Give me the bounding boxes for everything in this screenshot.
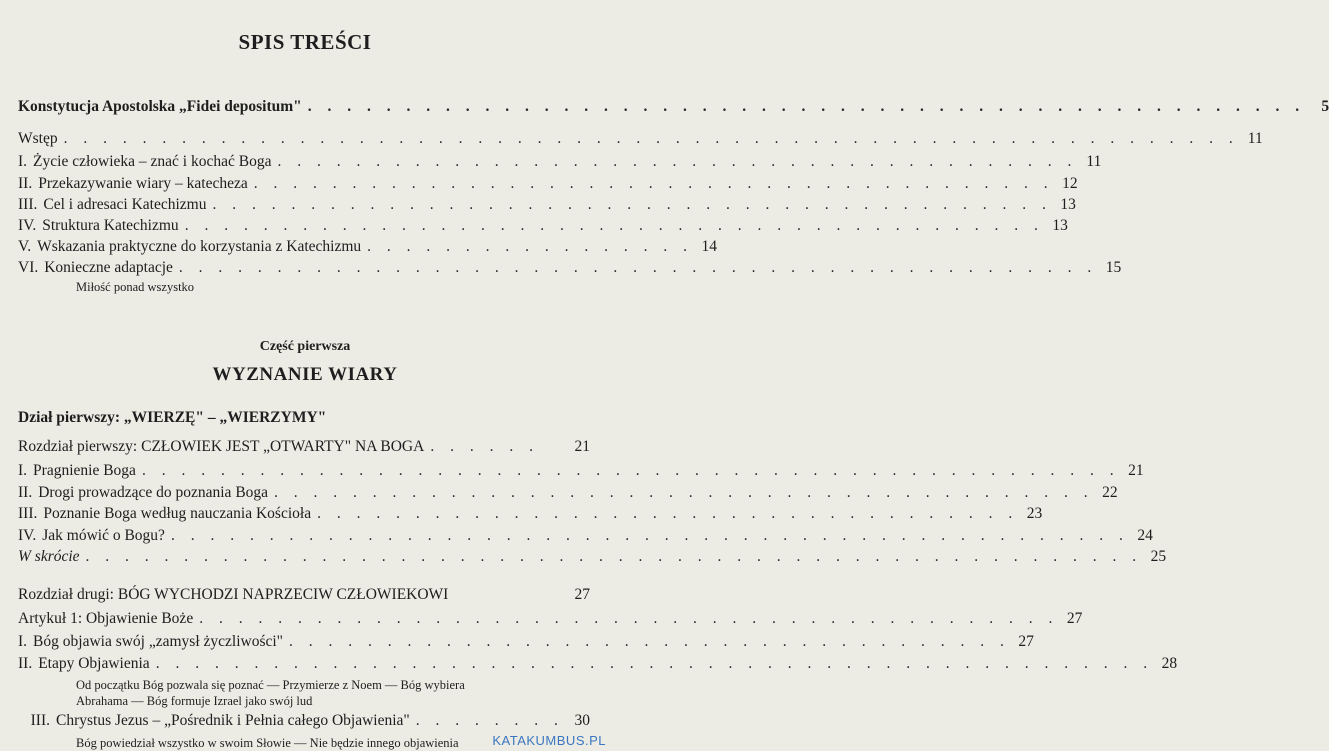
toc-entry-art1-3	[18, 712, 590, 730]
toc-entry-intro-5	[18, 238, 718, 256]
section-text: Dział pierwszy: „WIERZĘ" – „WIERZYMY"	[18, 409, 327, 426]
entry-page: 12	[1062, 175, 1078, 192]
toc-entry-intro-3	[18, 196, 1076, 214]
entry-text: Rozdział drugi: BÓG WYCHODZI NAPRZECIW CZŁOWIEKOWI	[18, 586, 449, 603]
toc-entry-constitution	[18, 98, 1329, 116]
entry-number: I.	[18, 633, 28, 650]
entry-page: 22	[1102, 484, 1118, 501]
entry-page: 5	[1321, 98, 1329, 115]
toc-entry-ch1-4	[18, 527, 1153, 545]
last-note: Bóg powiedział wszystko w swoim Słowie — Nie będzie innego objawienia	[76, 736, 459, 750]
toc-entry-chapter2	[18, 586, 590, 604]
stages-note-line-2: Abrahama — Bóg formuje Izrael jako swój lud	[76, 694, 313, 708]
entry-page: 27	[1066, 610, 1083, 627]
entry-text: Rozdział pierwszy: CZŁOWIEK JEST „OTWARTY" NA BOGA	[18, 438, 425, 455]
leader-dots: . . . . . . . . . . . . . . . . . . . . . . . . . . . . . . . . . . . . . . . . . . . . . . . . .	[170, 527, 1129, 544]
entry-text: Konieczne adaptacje	[44, 259, 173, 276]
entry-page: 23	[1026, 505, 1043, 522]
entry-number: III.	[18, 196, 38, 213]
entry-page: 11	[1247, 130, 1263, 147]
entry-number: IV.	[18, 217, 37, 234]
leader-dots: . . . . . . . . . . . . . . . . . . . . . . . . . . . . . . . . . . . . . . . . .	[277, 153, 1078, 170]
entry-page: 30	[574, 712, 590, 729]
entry-page: 21	[1128, 462, 1144, 479]
entry-page: 28	[1161, 655, 1178, 672]
entry-number: II.	[18, 175, 33, 192]
leader-dots: . . . . . . . . . . . . . . . . . . . . . . . . . . . . . . . . . . . . . . . . . . . . . . . . . . .	[307, 98, 1306, 115]
leader-dots: . . . . . . . . . . . . . . . . . . . . . . . . . . . . . . . . . . . . . . . . . . . . . . . . . . . . . . . . . . . .	[63, 130, 1239, 147]
leader-dots: . . . . . . . . . . . . . . . . . . . . . . . . . . . . . . . . . . . . . . . . . . . . . . . . . . .	[155, 655, 1154, 672]
entry-number: IV.	[18, 527, 37, 544]
entry-page: 27	[1018, 633, 1034, 650]
toc-entry-art1-2	[18, 655, 1178, 673]
entry-text: Etapy Objawienia	[38, 655, 150, 672]
entry-page: 13	[1052, 217, 1068, 234]
entry-page: 14	[701, 238, 718, 255]
entry-number: II.	[18, 484, 33, 501]
love-note: Miłość ponad wszystko	[76, 280, 195, 294]
entry-text: Chrystus Jezus – „Pośrednik i Pełnia całego Objawienia"	[56, 712, 410, 729]
toc-entry-article1	[18, 610, 1083, 628]
leader-dots: . . . . . . . . . . . . . . . . . . . . . . . . . . . . . . . . . . . . . . . . . . . . . . .	[178, 259, 1098, 276]
entry-text: Poznanie Boga według nauczania Kościoła	[43, 505, 312, 522]
entry-text: Drogi prowadzące do poznania Boga	[38, 484, 269, 501]
entry-page: 24	[1137, 527, 1153, 544]
leader-dots: . . . . . . . . . . . . . . . . . . . . . . . . . . . . . . . . . . . . . . . . . . . .	[184, 217, 1044, 234]
leader-dots: . . . . . . . . . . . . . . . . . . . . . . . . . . . . . . . . . . . . . . . . . . . . . . . . . . . . . .	[85, 548, 1143, 565]
toc-entry-intro	[18, 130, 1263, 148]
entry-text: Pragnienie Boga	[33, 462, 136, 479]
entry-text: Wskazania praktyczne do korzystania z Katechizmu	[37, 238, 362, 255]
entry-page: 21	[574, 438, 590, 455]
toc-entry-intro-4	[18, 217, 1068, 235]
entry-number: II.	[18, 655, 33, 672]
entry-page: 25	[1150, 548, 1167, 565]
entry-number: V.	[18, 238, 32, 255]
toc-entry-ch1-2	[18, 484, 1118, 502]
entry-text: Struktura Katechizmu	[42, 217, 179, 234]
toc-entry-summary1	[18, 548, 1167, 566]
entry-page: 15	[1105, 259, 1122, 276]
entry-number: I.	[18, 153, 28, 170]
entry-text: Życie człowieka – znać i kochać Boga	[33, 153, 272, 170]
leader-dots: . . . . . . . . . . . . . . . . . . . . . . . . . . . . . . . . . . . . . . . . . . . . . . . . . .	[141, 462, 1120, 479]
entry-page: 11	[1086, 153, 1102, 170]
entry-number: VI.	[18, 259, 39, 276]
leader-dots: . . . . . . . . . . . . . . . . . . . . . . . . . . . . . . . . . . . . . . . . .	[253, 175, 1054, 192]
stages-note-line-1: Od początku Bóg pozwala się poznać — Przymierze z Noem — Bóg wybiera	[76, 678, 465, 692]
leader-dots: . . . . . . . . . . . . . . . . . . . . . . . . . . . . . . . . . . . . .	[289, 633, 1010, 650]
entry-text: Przekazywanie wiary – katecheza	[38, 175, 248, 192]
toc-entry-ch1-1	[18, 462, 1144, 480]
page-title: SPIS TREŚCI	[238, 30, 372, 54]
entry-page: 13	[1060, 196, 1076, 213]
entry-text: Bóg objawia swój „zamysł życzliwości"	[33, 633, 284, 650]
leader-dots: . . . . . . . . . . . . . . . . . . . . . . . . . . . . . . . . . . . . . . . . . . .	[212, 196, 1052, 213]
entry-text: Wstęp	[18, 130, 58, 147]
toc-entry-intro-2	[18, 175, 1078, 193]
toc-entry-art1-1	[18, 633, 1034, 651]
leader-dots: . . . . . . . . . . . . . . . . . . . . . . . . . . . . . . . . . . . . . . . . . .	[274, 484, 1094, 501]
entry-page: 27	[574, 586, 590, 603]
toc-entry-intro-1	[18, 153, 1102, 171]
leader-dots: . . . . . . . . . . . . . . . . .	[367, 238, 694, 255]
watermark: KATAKUMBUS.PL	[492, 733, 606, 748]
entry-number: III.	[18, 505, 38, 522]
toc-entry-intro-6	[18, 259, 1122, 277]
leader-dots: . . . . . . . .	[415, 712, 564, 729]
entry-text: Jak mówić o Bogu?	[42, 527, 165, 544]
entry-text: Artykuł 1: Objawienie Boże	[18, 610, 194, 627]
toc-entry-ch1-3	[18, 505, 1043, 523]
part-title: WYZNANIE WIARY	[212, 364, 398, 385]
entry-text: Cel i adresaci Katechizmu	[43, 196, 207, 213]
entry-number: III.	[30, 712, 50, 729]
section-heading-1	[18, 409, 590, 427]
leader-dots: . . . . . . . . . . . . . . . . . . . . . . . . . . . . . . . . . . . . . . . . . . . .	[199, 610, 1059, 627]
part-label: Część pierwsza	[259, 339, 351, 354]
leader-dots: . . . . . .	[430, 438, 539, 455]
toc-entry-chapter1	[18, 438, 590, 456]
leader-dots: . . . . . . . . . . . . . . . . . . . . . . . . . . . . . . . . . . . .	[317, 505, 1019, 522]
entry-text: Konstytucja Apostolska „Fidei depositum"	[18, 98, 302, 115]
entry-text: W skrócie	[18, 548, 80, 565]
entry-number: I.	[18, 462, 28, 479]
